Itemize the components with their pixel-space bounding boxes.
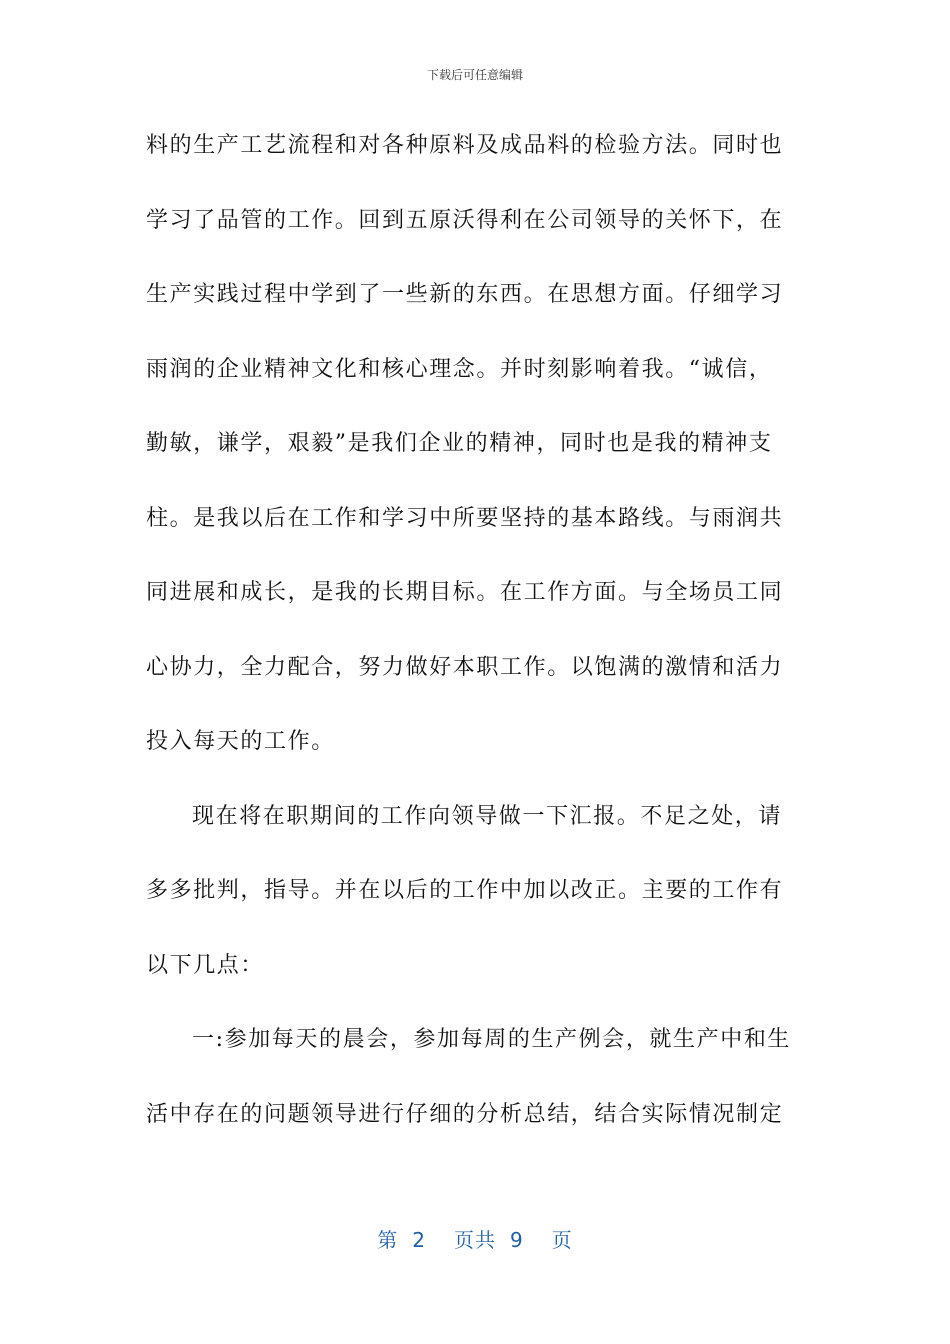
- footer-total-pages: 9: [510, 1228, 524, 1252]
- body-line: 现在将在职期间的工作向领导做一下汇报。不足之处，请: [192, 803, 783, 829]
- body-line: 多多批判，指导。并在以后的工作中加以改正。主要的工作有: [146, 878, 784, 903]
- page-footer: [0, 1224, 950, 1253]
- body-line: 勤敏，谦学，艰毅”是我们企业的精神，同时也是我的精神支: [146, 431, 773, 456]
- footer-current-page: 2: [412, 1228, 426, 1252]
- footer-middle: 页共: [454, 1228, 496, 1252]
- page-header-note: 下载后可任意编辑: [426, 68, 523, 82]
- body-line: 雨润的企业精神文化和核心理念。并时刻影响着我。“诚信，: [146, 356, 773, 382]
- body-line: 活中存在的问题领导进行仔细的分析总结，结合实际情况制定: [146, 1101, 784, 1127]
- body-line: 生产实践过程中学到了一些新的东西。在思想方面。仔细学习: [146, 282, 784, 307]
- body-line: 学习了品管的工作。回到五原沃得利在公司领导的关怀下，在: [146, 207, 784, 233]
- body-line: 料的生产工艺流程和对各种原料及成品料的检验方法。同时也: [146, 133, 784, 158]
- footer-prefix: 第: [377, 1228, 399, 1252]
- body-line: 以下几点：: [146, 952, 265, 978]
- body-line: 投入每天的工作。: [146, 729, 335, 754]
- body-line: 一:参加每天的晨会，参加每周的生产例会，就生产中和生: [192, 1027, 792, 1052]
- document-body: [146, 126, 806, 1169]
- footer-suffix: 页: [551, 1228, 573, 1252]
- body-line: 同进展和成长，是我的长期目标。在工作方面。与全场员工同: [146, 580, 784, 605]
- body-line: 柱。是我以后在工作和学习中所要坚持的基本路线。与雨润共: [146, 505, 784, 531]
- body-line: 心协力，全力配合，努力做好本职工作。以饱满的激情和活力: [146, 654, 784, 680]
